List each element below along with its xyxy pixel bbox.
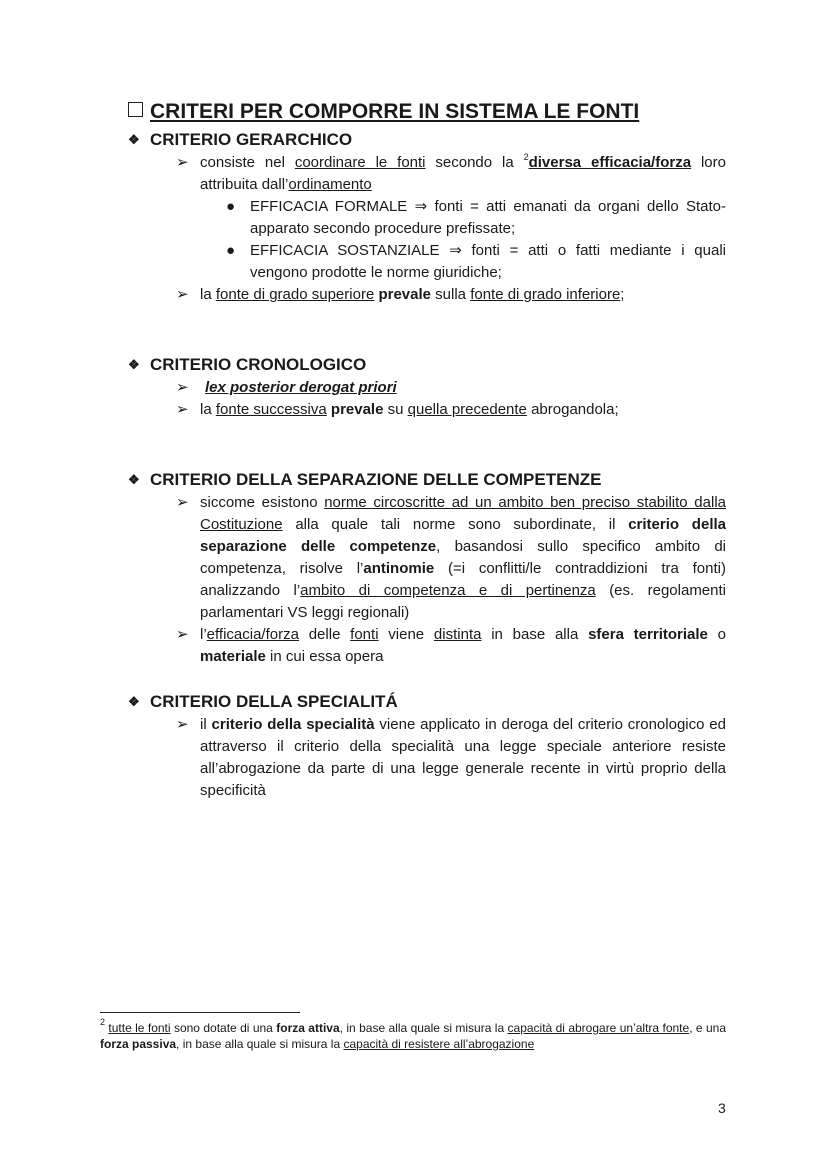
arrow-bullet-icon: ➢: [176, 154, 189, 171]
diamond-bullet-icon: ❖: [128, 132, 140, 147]
footnote-separator: [100, 1012, 300, 1013]
arrow-bullet-icon: ➢: [176, 626, 189, 643]
arrow-bullet-icon: ➢: [176, 716, 189, 733]
arrow-bullet-icon: ➢: [176, 401, 189, 418]
bullet-text: consiste nel coordinare le fonti secondo la $^2$diversa efficacia/forza loro attribuita dall’ordinamento: [200, 152, 726, 193]
section-heading-specialita: [128, 692, 398, 712]
section-heading-gerarchico: [128, 130, 352, 150]
bullet-item: [176, 399, 726, 421]
arrow-bullet-icon: ➢: [176, 286, 189, 303]
heading-text: CRITERIO CRONOLOGICO: [150, 355, 367, 374]
dot-bullet-icon: ●: [226, 198, 236, 215]
sub-bullet-item: [226, 196, 726, 240]
sub-bullet-text: EFFICACIA FORMALE ⇒ fonti = atti emanati da organi dello Stato-apparato secondo procedure prefissate;: [250, 198, 726, 237]
bullet-item: [176, 152, 726, 196]
bullet-text: la fonte successiva prevale su quella precedente abrogandola;: [200, 401, 619, 418]
bullet-text: lex posterior derogat priori: [205, 379, 397, 396]
bullet-text: il criterio della specialità viene applicato in deroga del criterio cronologico ed attraverso il criterio della specialità una legge speciale anteriore resiste all’abrogazione da parte di una legge generale recente in virtù proprio della specificità: [200, 716, 726, 799]
diamond-bullet-icon: ❖: [128, 357, 140, 372]
section-heading-cronologico: [128, 355, 366, 375]
heading-text: CRITERIO GERARCHICO: [150, 130, 353, 149]
checkbox-icon: [128, 102, 143, 117]
footnote-number: 2: [100, 1017, 106, 1027]
arrow-bullet-icon: ➢: [176, 379, 189, 396]
dot-bullet-icon: ●: [226, 242, 236, 259]
bullet-text: l’efficacia/forza delle fonti viene distinta in base alla sfera territoriale o materiale in cui essa opera: [200, 626, 726, 665]
page-title: [128, 100, 639, 124]
bullet-text: siccome esistono norme circoscritte ad un ambito ben preciso stabilito dalla Costituzione alla quale tali norme sono subordinate, il criterio della separazione delle competenze, basandosi sullo specifico ambito di competenza, risolve l’antinomie (=i conflitti/le contraddizioni tra fonti) analizzando l’ambito di competenza e di pertinenza (es. regolamenti parlamentari VS leggi regionali): [200, 494, 726, 621]
sub-bullet-text: EFFICACIA SOSTANZIALE ⇒ fonti = atti o fatti mediante i quali vengono prodotte le norme giuridiche;: [250, 242, 726, 281]
arrow-bullet-icon: ➢: [176, 494, 189, 511]
heading-text: CRITERIO DELLA SPECIALITÁ: [150, 692, 398, 711]
title-text: CRITERI PER COMPORRE IN SISTEMA LE FONTI: [150, 100, 640, 123]
bullet-text: la fonte di grado superiore prevale sulla fonte di grado inferiore;: [200, 286, 625, 303]
section-heading-separazione: [128, 470, 601, 490]
footnote: $^2$ tutte le fonti sono dotate di una forza attiva, in base alla quale si misura la capacità di abrogare un’altra fonte, e una forza passiva, in base alla quale si misura la capacità di resistere all’abrogazione: [100, 1017, 726, 1051]
diamond-bullet-icon: ❖: [128, 694, 140, 709]
heading-text: CRITERIO DELLA SEPARAZIONE DELLE COMPETENZE: [150, 470, 602, 489]
diamond-bullet-icon: ❖: [128, 472, 140, 487]
sub-bullet-item: [226, 240, 726, 284]
page-number: 3: [718, 1100, 726, 1116]
footnote-ref: 2: [523, 152, 529, 162]
bullet-item: [176, 377, 726, 399]
bullet-item: [176, 492, 726, 624]
bullet-item: [176, 714, 726, 802]
bullet-item: [176, 624, 726, 668]
bullet-item: [176, 284, 726, 306]
